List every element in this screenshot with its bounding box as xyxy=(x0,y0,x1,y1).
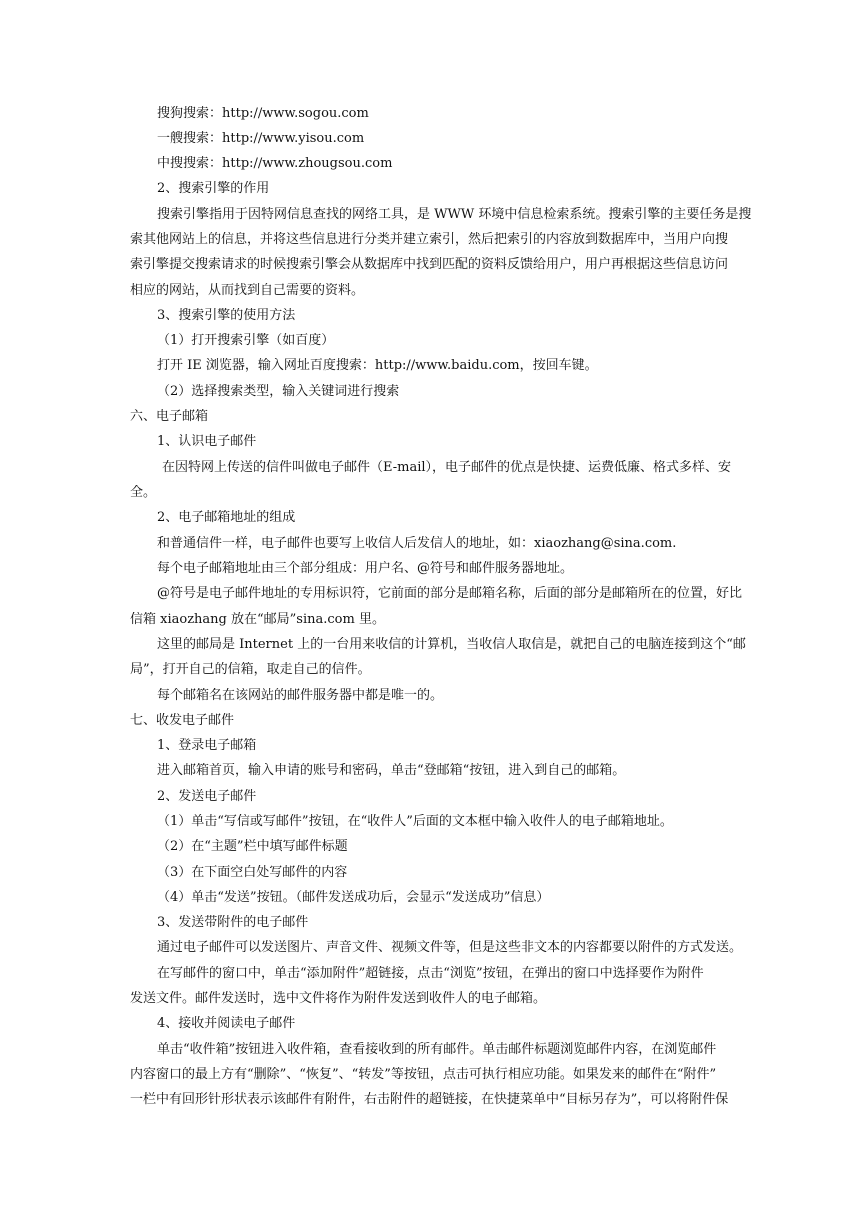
paragraph-line: 一栏中有回形针形状表示该邮件有附件，右击附件的超链接，在快捷菜单中“目标另存为”，可以将附件保 xyxy=(130,1092,729,1107)
section-heading-email: 六、电子邮箱 xyxy=(130,409,209,424)
paragraph-line: 这里的邮局是 Internet 上的一台用来收信的计算机，当收信人取信是，就把自己的电脑连接到这个“邮 xyxy=(157,637,746,652)
paragraph-line: 搜索引擎指用于因特网信息查找的网络工具，是 WWW 环境中信息检索系统。搜索引擎的主要任务是搜 xyxy=(157,207,752,222)
subheading-receive-read: 4、接收并阅读电子邮件 xyxy=(157,1016,296,1031)
step-line: （4）单击“发送”按钮。（邮件发送成功后，会显示“发送成功”信息） xyxy=(157,890,550,905)
paragraph-line: 打开 IE 浏览器，输入网址百度搜索：http://www.baidu.com，按回车键。 xyxy=(157,358,598,373)
paragraph-line: 局”，打开自己的信箱，取走自己的信件。 xyxy=(130,662,371,677)
subheading-email-address: 2、电子邮箱地址的组成 xyxy=(157,510,296,525)
paragraph-line: 单击“收件箱”按钮进入收件箱，查看接收到的所有邮件。单击邮件标题浏览邮件内容，在浏览邮件 xyxy=(157,1042,717,1057)
paragraph-line: 通过电子邮件可以发送图片、声音文件、视频文件等，但是这些非文本的内容都要以附件的方式发送。 xyxy=(157,940,743,955)
subheading-send-attachment: 3、发送带附件的电子邮件 xyxy=(157,915,309,930)
paragraph-line: 每个邮箱名在该网站的邮件服务器中都是唯一的。 xyxy=(157,688,444,703)
paragraph-line: 索引擎提交搜索请求的时候搜索引擎会从数据库中找到匹配的资料反馈给用户，用户再根据这些信息访问 xyxy=(130,257,729,272)
paragraph-line: 每个电子邮箱地址由三个部分组成：用户名、@符号和邮件服务器地址。 xyxy=(157,561,574,576)
text-line-zhongsou: 中搜搜索：http://www.zhougsou.com xyxy=(157,156,393,171)
paragraph-line: 发送文件。邮件发送时，选中文件将作为附件发送到收件人的电子邮箱。 xyxy=(130,991,547,1006)
paragraph-line: 信箱 xiaozhang 放在“邮局”sina.com 里。 xyxy=(130,612,385,627)
subheading-search-engine-function: 2、搜索引擎的作用 xyxy=(157,181,270,196)
step-line: （1）打开搜索引擎（如百度） xyxy=(157,333,335,348)
section-heading-send-receive: 七、收发电子邮件 xyxy=(130,713,235,728)
subheading-know-email: 1、认识电子邮件 xyxy=(157,434,257,449)
paragraph-line: 进入邮箱首页，输入申请的账号和密码，单击“登邮箱“按钮，进入到自己的邮箱。 xyxy=(157,763,626,778)
paragraph-line: 在写邮件的窗口中，单击“添加附件”超链接，点击“浏览”按钮，在弹出的窗口中选择要作为附件 xyxy=(157,966,704,981)
paragraph-line: 全。 xyxy=(130,485,157,500)
subheading-search-engine-usage: 3、搜索引擎的使用方法 xyxy=(157,308,296,323)
paragraph-line: 索其他网站上的信息，并将这些信息进行分类并建立索引，然后把索引的内容放到数据库中，当用户向搜 xyxy=(130,232,729,247)
paragraph-line: 在因特网上传送的信件叫做电子邮件（E-mail），电子邮件的优点是快捷、运费低廉、格式多样、安 xyxy=(162,460,732,475)
text-line-yisou: 一艘搜索：http://www.yisou.com xyxy=(157,131,365,146)
step-line: （2）在“主题”栏中填写邮件标题 xyxy=(157,839,348,854)
step-line: （1）单击“写信或写邮件”按钮，在“收件人”后面的文本框中输入收件人的电子邮箱地址。 xyxy=(157,814,673,829)
step-line: （3）在下面空白处写邮件的内容 xyxy=(157,865,348,880)
paragraph-line: @符号是电子邮件地址的专用标识符，它前面的部分是邮箱名称，后面的部分是邮箱所在的位置，好比 xyxy=(157,586,743,601)
paragraph-line: 和普通信件一样，电子邮件也要写上收信人后发信人的地址，如：xiaozhang@sina.com. xyxy=(157,536,677,551)
subheading-login-email: 1、登录电子邮箱 xyxy=(157,738,257,753)
step-line: （2）选择搜索类型，输入关键词进行搜索 xyxy=(157,384,400,399)
text-line-sogou: 搜狗搜索：http://www.sogou.com xyxy=(157,106,369,121)
subheading-send-email: 2、发送电子邮件 xyxy=(157,789,257,804)
paragraph-line: 相应的网站，从而找到自己需要的资料。 xyxy=(130,283,365,298)
paragraph-line: 内容窗口的最上方有“删除”、“恢复”、“转发”等按钮，点击可执行相应功能。如果发来的邮件在“附件” xyxy=(130,1067,717,1082)
